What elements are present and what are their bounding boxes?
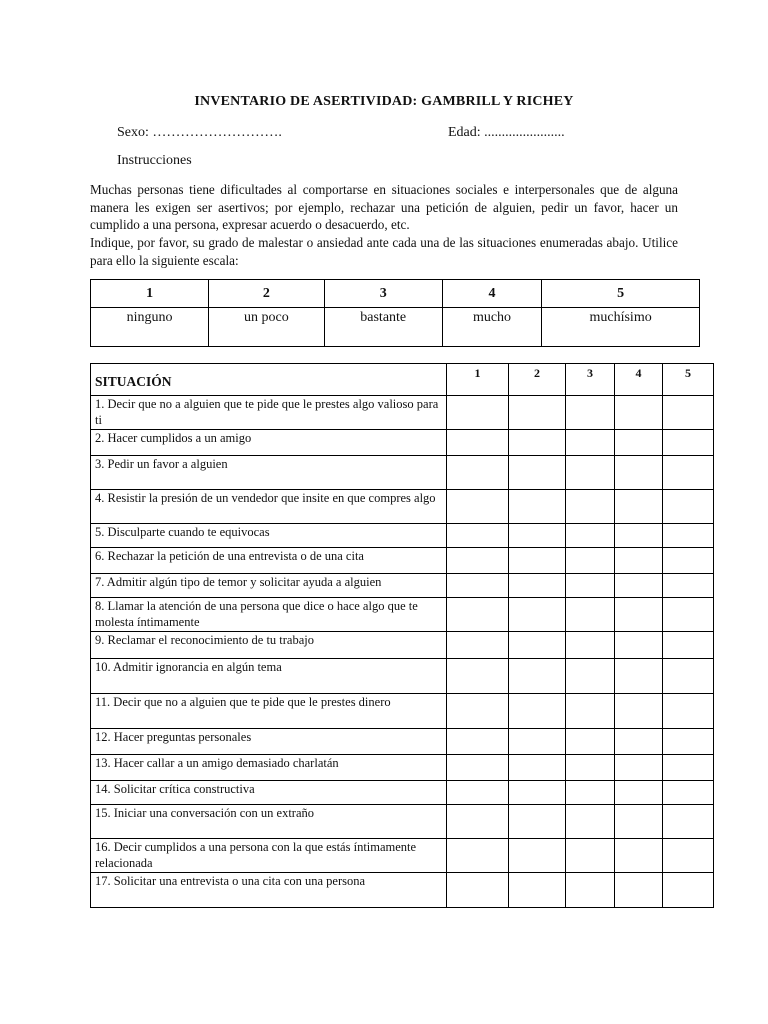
rating-cell-4[interactable] [615, 574, 663, 598]
scale-label: un poco [209, 308, 324, 347]
rating-cell-5[interactable] [663, 755, 714, 781]
rating-cell-4[interactable] [615, 548, 663, 574]
situation-text: 7. Admitir algún tipo de temor y solicitar ayuda a alguien [91, 574, 447, 598]
rating-cell-2[interactable] [509, 781, 566, 805]
rating-cell-1[interactable] [447, 755, 509, 781]
rating-cell-1[interactable] [447, 598, 509, 632]
rating-cell-3[interactable] [566, 659, 615, 694]
rating-cell-1[interactable] [447, 548, 509, 574]
rating-cell-3[interactable] [566, 524, 615, 548]
rating-cell-1[interactable] [447, 430, 509, 456]
rating-cell-1[interactable] [447, 781, 509, 805]
table-row [91, 548, 714, 574]
rating-cell-2[interactable] [509, 574, 566, 598]
situation-text: 1. Decir que no a alguien que te pide que le prestes algo valioso para ti [91, 396, 447, 430]
situation-text: 9. Reclamar el reconocimiento de tu trabajo [91, 632, 447, 659]
table-row [91, 396, 714, 430]
rating-cell-3[interactable] [566, 430, 615, 456]
rating-column-header: 4 [615, 364, 663, 396]
rating-cell-2[interactable] [509, 632, 566, 659]
rating-cell-5[interactable] [663, 574, 714, 598]
scale-number: 3 [324, 280, 442, 308]
rating-cell-1[interactable] [447, 456, 509, 490]
rating-cell-5[interactable] [663, 548, 714, 574]
rating-cell-3[interactable] [566, 781, 615, 805]
table-row [91, 805, 714, 839]
rating-cell-4[interactable] [615, 456, 663, 490]
rating-cell-3[interactable] [566, 396, 615, 430]
rating-cell-2[interactable] [509, 839, 566, 873]
rating-cell-2[interactable] [509, 430, 566, 456]
scale-numbers-row [91, 280, 700, 308]
rating-cell-2[interactable] [509, 490, 566, 524]
table-row [91, 781, 714, 805]
scale-number: 2 [209, 280, 324, 308]
scale-number: 1 [91, 280, 209, 308]
rating-cell-1[interactable] [447, 805, 509, 839]
rating-column-header: 2 [509, 364, 566, 396]
rating-cell-4[interactable] [615, 598, 663, 632]
rating-column-header: 3 [566, 364, 615, 396]
rating-cell-3[interactable] [566, 694, 615, 729]
rating-column-header: 1 [447, 364, 509, 396]
rating-cell-5[interactable] [663, 659, 714, 694]
rating-cell-3[interactable] [566, 805, 615, 839]
rating-cell-4[interactable] [615, 805, 663, 839]
scale-table [90, 279, 700, 347]
table-row [91, 490, 714, 524]
rating-cell-5[interactable] [663, 456, 714, 490]
rating-cell-3[interactable] [566, 839, 615, 873]
situation-column-header: SITUACIÓN [91, 364, 447, 396]
table-row [91, 873, 714, 908]
table-row [91, 729, 714, 755]
rating-cell-1[interactable] [447, 396, 509, 430]
rating-cell-3[interactable] [566, 632, 615, 659]
scale-number: 4 [442, 280, 541, 308]
table-row [91, 632, 714, 659]
rating-cell-4[interactable] [615, 490, 663, 524]
situation-text: 2. Hacer cumplidos a un amigo [91, 430, 447, 456]
rating-cell-1[interactable] [447, 873, 509, 908]
table-row [91, 694, 714, 729]
document-title: INVENTARIO DE ASERTIVIDAD: GAMBRILL Y RICHEY [194, 94, 574, 109]
rating-cell-5[interactable] [663, 396, 714, 430]
situation-text: 4. Resistir la presión de un vendedor que insite en que compres algo [91, 490, 447, 524]
rating-cell-4[interactable] [615, 755, 663, 781]
rating-cell-3[interactable] [566, 755, 615, 781]
rating-cell-5[interactable] [663, 781, 714, 805]
rating-cell-3[interactable] [566, 574, 615, 598]
scale-number: 5 [542, 280, 700, 308]
situation-text: 5. Disculparte cuando te equivocas [91, 524, 447, 548]
scale-labels-row [91, 308, 700, 347]
rating-cell-5[interactable] [663, 524, 714, 548]
rating-cell-5[interactable] [663, 598, 714, 632]
situation-text: 8. Llamar la atención de una persona que dice o hace algo que te molesta íntimamente [91, 598, 447, 632]
rating-cell-5[interactable] [663, 729, 714, 755]
rating-cell-2[interactable] [509, 456, 566, 490]
scale-label: muchísimo [542, 308, 700, 347]
table-row [91, 574, 714, 598]
rating-cell-2[interactable] [509, 694, 566, 729]
instructions-paragraph-1: Muchas personas tiene dificultades al comportarse en situaciones sociales e interpersonales que de alguna manera les exigen ser asertivos; por ejemplo, rechazar una petición de alguien, pedir un favor, hacer un cumplido a una persona, expresar acuerdo o desacuerdo, etc. [90, 182, 678, 233]
rating-cell-5[interactable] [663, 805, 714, 839]
scale-label: mucho [442, 308, 541, 347]
rating-cell-1[interactable] [447, 524, 509, 548]
table-row [91, 456, 714, 490]
situations-table [90, 363, 714, 908]
rating-cell-4[interactable] [615, 873, 663, 908]
rating-cell-3[interactable] [566, 456, 615, 490]
situation-text: 14. Solicitar crítica constructiva [91, 781, 447, 805]
table-row [91, 755, 714, 781]
table-row [91, 598, 714, 632]
rating-cell-2[interactable] [509, 805, 566, 839]
rating-cell-4[interactable] [615, 659, 663, 694]
table-row [91, 524, 714, 548]
rating-cell-4[interactable] [615, 729, 663, 755]
rating-cell-1[interactable] [447, 839, 509, 873]
situation-text: 11. Decir que no a alguien que te pide que le prestes dinero [91, 694, 447, 729]
rating-cell-4[interactable] [615, 839, 663, 873]
rating-cell-3[interactable] [566, 729, 615, 755]
rating-cell-1[interactable] [447, 729, 509, 755]
rating-cell-3[interactable] [566, 548, 615, 574]
rating-cell-1[interactable] [447, 659, 509, 694]
rating-cell-4[interactable] [615, 430, 663, 456]
rating-cell-2[interactable] [509, 873, 566, 908]
situations-header-row [91, 364, 714, 396]
table-row [91, 659, 714, 694]
situation-text: 3. Pedir un favor a alguien [91, 456, 447, 490]
rating-cell-2[interactable] [509, 729, 566, 755]
rating-cell-2[interactable] [509, 659, 566, 694]
rating-cell-5[interactable] [663, 839, 714, 873]
rating-cell-1[interactable] [447, 574, 509, 598]
scale-label: bastante [324, 308, 442, 347]
rating-cell-2[interactable] [509, 396, 566, 430]
situation-text: 6. Rechazar la petición de una entrevista o de una cita [91, 548, 447, 574]
rating-cell-4[interactable] [615, 781, 663, 805]
rating-cell-5[interactable] [663, 632, 714, 659]
edad-field[interactable]: Edad: ....................... [448, 125, 565, 140]
rating-cell-3[interactable] [566, 598, 615, 632]
rating-cell-4[interactable] [615, 694, 663, 729]
rating-cell-4[interactable] [615, 632, 663, 659]
rating-cell-1[interactable] [447, 490, 509, 524]
situation-text: 10. Admitir ignorancia en algún tema [91, 659, 447, 694]
rating-cell-5[interactable] [663, 490, 714, 524]
rating-cell-4[interactable] [615, 396, 663, 430]
instructions-paragraph-2: Indique, por favor, su grado de malestar o ansiedad ante cada una de las situaciones enumeradas abajo. Utilice para ello la siguiente escala: [90, 235, 678, 268]
situation-text: 16. Decir cumplidos a una persona con la que estás íntimamente relacionada [91, 839, 447, 873]
rating-column-header: 5 [663, 364, 714, 396]
table-row [91, 430, 714, 456]
rating-cell-1[interactable] [447, 632, 509, 659]
rating-cell-5[interactable] [663, 694, 714, 729]
table-row [91, 839, 714, 873]
rating-cell-3[interactable] [566, 873, 615, 908]
rating-cell-4[interactable] [615, 524, 663, 548]
rating-cell-5[interactable] [663, 430, 714, 456]
rating-cell-2[interactable] [509, 598, 566, 632]
situation-text: 12. Hacer preguntas personales [91, 729, 447, 755]
rating-cell-2[interactable] [509, 755, 566, 781]
situation-text: 13. Hacer callar a un amigo demasiado charlatán [91, 755, 447, 781]
situation-text: 15. Iniciar una conversación con un extraño [91, 805, 447, 839]
scale-label: ninguno [91, 308, 209, 347]
rating-cell-2[interactable] [509, 548, 566, 574]
sexo-field[interactable]: Sexo: ………………………. [117, 125, 282, 140]
rating-cell-1[interactable] [447, 694, 509, 729]
situation-text: 17. Solicitar una entrevista o una cita con una persona [91, 873, 447, 908]
rating-cell-5[interactable] [663, 873, 714, 908]
rating-cell-2[interactable] [509, 524, 566, 548]
rating-cell-3[interactable] [566, 490, 615, 524]
instructions-label: Instrucciones [117, 153, 192, 168]
